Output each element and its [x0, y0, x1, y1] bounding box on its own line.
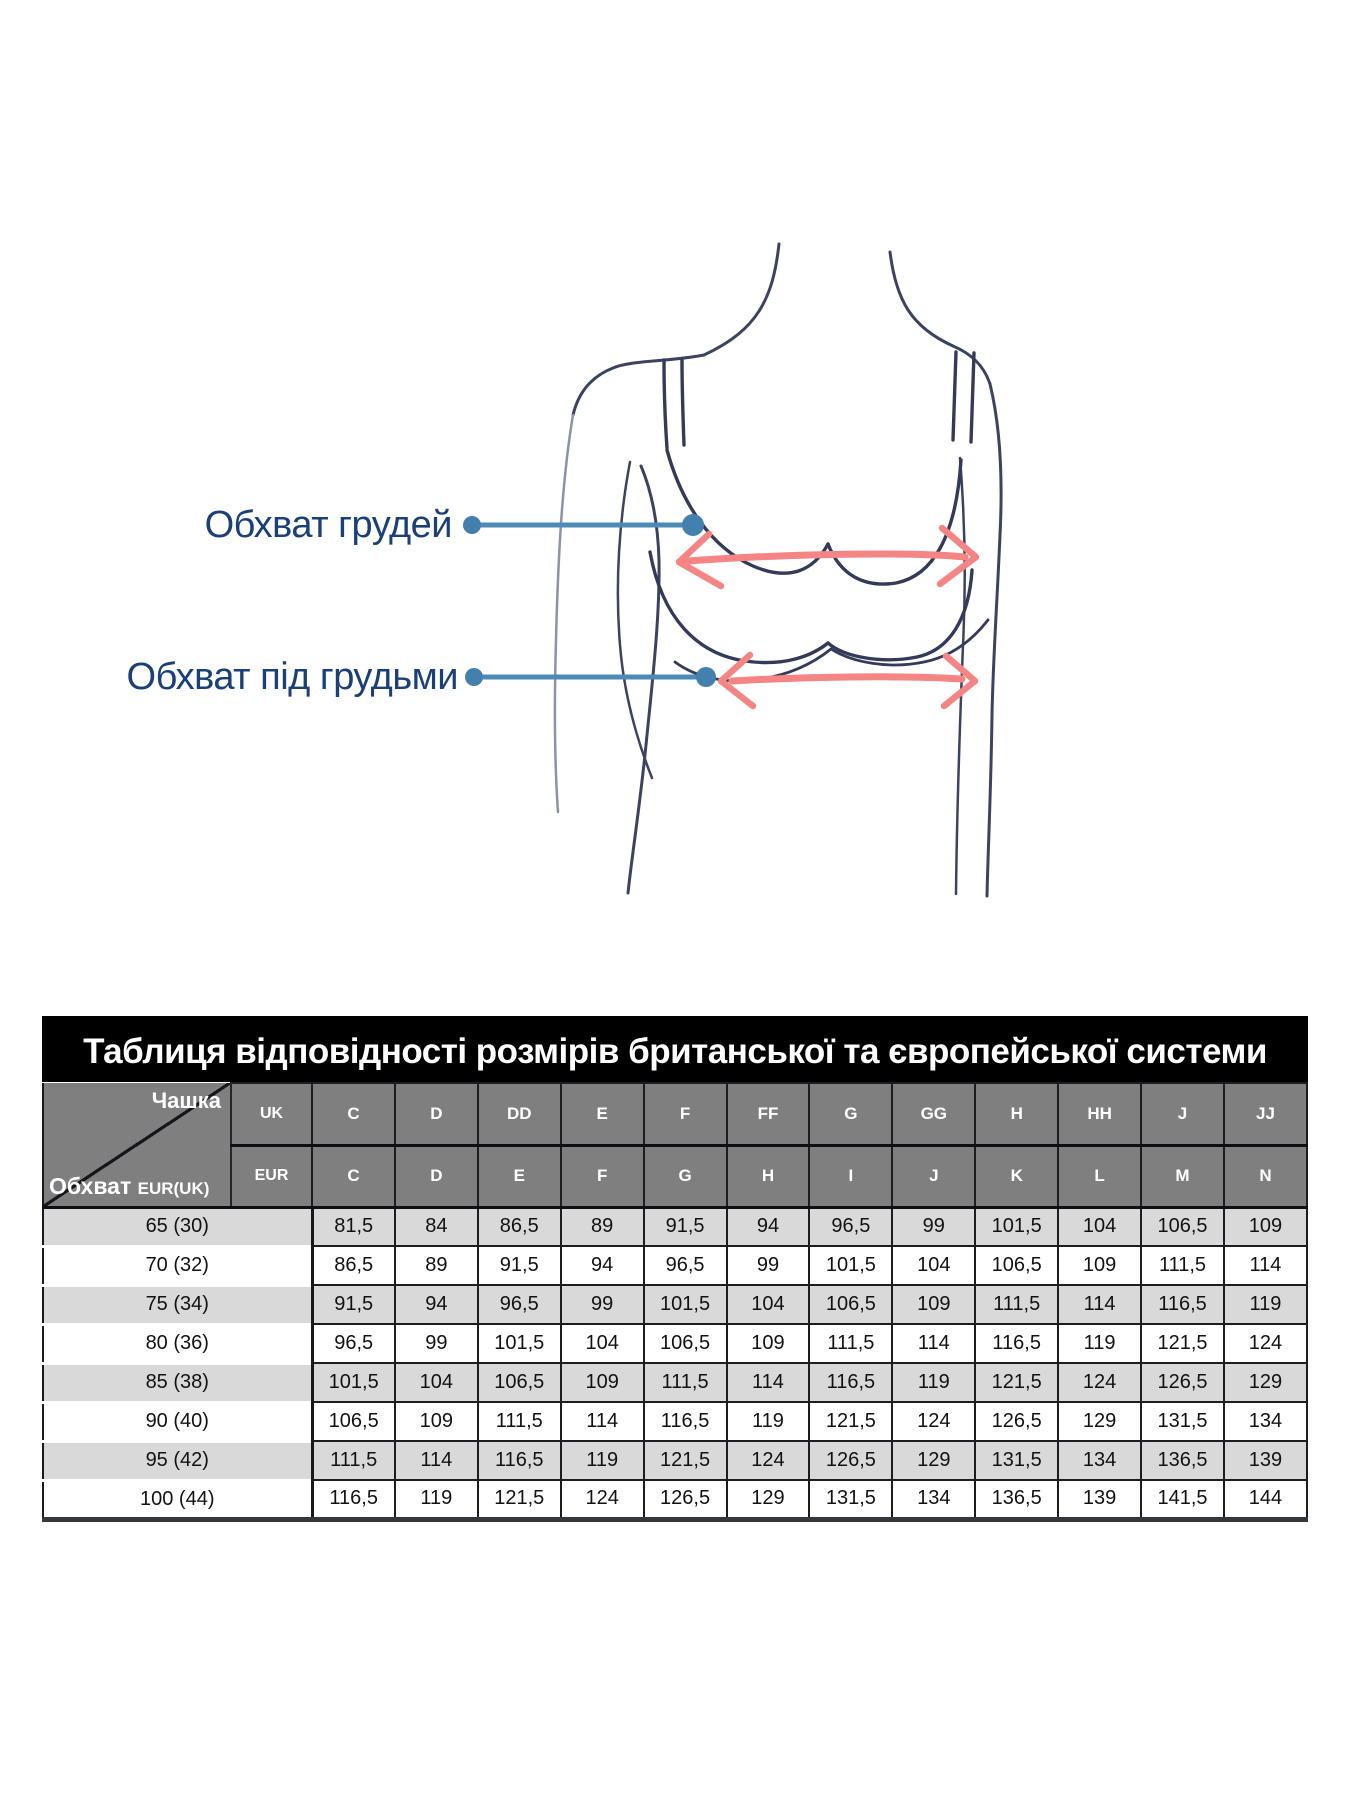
size-value: 121,5 [478, 1480, 561, 1519]
size-value: 99 [395, 1324, 478, 1363]
uk-cup-c: C [312, 1083, 395, 1145]
underband-edge [675, 620, 988, 681]
size-value: 106,5 [644, 1324, 727, 1363]
corner-cell [43, 1083, 231, 1207]
size-value: 111,5 [644, 1363, 727, 1402]
eur-cup-h: H [727, 1145, 810, 1207]
size-value: 124 [561, 1480, 644, 1519]
size-value: 114 [1224, 1246, 1307, 1285]
eur-cup-n: N [1224, 1145, 1307, 1207]
size-value: 89 [395, 1246, 478, 1285]
size-value: 99 [727, 1246, 810, 1285]
size-value: 114 [395, 1441, 478, 1480]
uk-cup-jj: JJ [1224, 1083, 1307, 1145]
size-value: 129 [1224, 1363, 1307, 1402]
size-value: 86,5 [312, 1246, 395, 1285]
size-value: 94 [561, 1246, 644, 1285]
size-value: 126,5 [809, 1441, 892, 1480]
size-value: 114 [561, 1402, 644, 1441]
size-value: 104 [727, 1285, 810, 1324]
header-row-eur [43, 1145, 1307, 1207]
uk-cup-d: D [395, 1083, 478, 1145]
size-row-65 [43, 1207, 1307, 1246]
size-value: 119 [561, 1441, 644, 1480]
size-value: 101,5 [478, 1324, 561, 1363]
size-value: 116,5 [809, 1363, 892, 1402]
size-value: 121,5 [975, 1363, 1058, 1402]
size-value: 96,5 [478, 1285, 561, 1324]
size-value: 111,5 [312, 1441, 395, 1480]
size-value: 119 [395, 1480, 478, 1519]
size-value: 129 [1058, 1402, 1141, 1441]
eur-cup-e: E [478, 1145, 561, 1207]
right-cup-top-edge [828, 460, 961, 584]
header-row-uk [43, 1083, 1307, 1145]
underbust-label: Обхват під грудьми [126, 656, 458, 698]
size-value: 111,5 [478, 1402, 561, 1441]
uk-cup-dd: DD [478, 1083, 561, 1145]
size-value: 116,5 [478, 1441, 561, 1480]
size-value: 111,5 [1141, 1246, 1224, 1285]
size-value: 116,5 [1141, 1285, 1224, 1324]
bust-leader-dot-start [463, 516, 481, 534]
eur-cup-i: I [809, 1145, 892, 1207]
band-size-label: 100 (44) [43, 1480, 312, 1519]
size-value: 124 [892, 1402, 975, 1441]
size-value: 109 [727, 1324, 810, 1363]
size-value: 126,5 [975, 1402, 1058, 1441]
size-value: 106,5 [1141, 1207, 1224, 1246]
size-value: 91,5 [478, 1246, 561, 1285]
band-size-label: 80 (36) [43, 1324, 312, 1363]
body-outline [555, 244, 1001, 896]
bust-leader-dot-end [682, 514, 704, 536]
size-row-70 [43, 1246, 1307, 1285]
size-value: 121,5 [809, 1402, 892, 1441]
size-row-80 [43, 1324, 1307, 1363]
uk-cup-hh: HH [1058, 1083, 1141, 1145]
right-strap-line-2 [971, 353, 974, 442]
eur-cup-c: C [312, 1145, 395, 1207]
size-value: 116,5 [975, 1324, 1058, 1363]
size-value: 104 [1058, 1207, 1141, 1246]
size-value: 81,5 [312, 1207, 395, 1246]
size-value: 109 [892, 1285, 975, 1324]
left-arm-outer-line [555, 415, 573, 812]
size-value: 94 [395, 1285, 478, 1324]
size-value: 139 [1224, 1441, 1307, 1480]
size-value: 96,5 [644, 1246, 727, 1285]
size-value: 99 [892, 1207, 975, 1246]
eur-cup-g: G [644, 1145, 727, 1207]
band-size-label: 85 (38) [43, 1363, 312, 1402]
eur-cup-f: F [561, 1145, 644, 1207]
size-value: 124 [727, 1441, 810, 1480]
right-strap-line-1 [953, 352, 956, 440]
size-value: 114 [892, 1324, 975, 1363]
size-value: 119 [727, 1402, 810, 1441]
band-size-label: 90 (40) [43, 1402, 312, 1441]
size-value: 119 [1058, 1324, 1141, 1363]
size-value: 99 [561, 1285, 644, 1324]
size-value: 131,5 [975, 1441, 1058, 1480]
size-value: 136,5 [1141, 1441, 1224, 1480]
size-value: 101,5 [312, 1363, 395, 1402]
size-value: 129 [727, 1480, 810, 1519]
size-row-75 [43, 1285, 1307, 1324]
size-value: 84 [395, 1207, 478, 1246]
left-neck-line [704, 244, 779, 355]
eur-system-label: EUR [231, 1145, 312, 1207]
size-row-100 [43, 1480, 1307, 1519]
size-value: 129 [892, 1441, 975, 1480]
size-value: 144 [1224, 1480, 1307, 1519]
size-value: 121,5 [644, 1441, 727, 1480]
size-value: 114 [727, 1363, 810, 1402]
size-conversion-table [42, 1082, 1308, 1522]
left-strap-line-1 [664, 360, 667, 448]
size-value: 101,5 [975, 1207, 1058, 1246]
size-value: 104 [395, 1363, 478, 1402]
size-value: 94 [727, 1207, 810, 1246]
size-value: 119 [892, 1363, 975, 1402]
eur-cup-d: D [395, 1145, 478, 1207]
table-title: Таблиця відповідності розмірів британської та європейської системи [42, 1016, 1308, 1082]
band-size-label: 95 (42) [43, 1441, 312, 1480]
uk-cup-g: G [809, 1083, 892, 1145]
bust-arrow-shaft [688, 554, 965, 561]
size-value: 101,5 [644, 1285, 727, 1324]
corner-band-label: Обхват EUR(UK) [49, 1172, 210, 1199]
size-value: 134 [892, 1480, 975, 1519]
size-value: 139 [1058, 1480, 1141, 1519]
size-value: 101,5 [809, 1246, 892, 1285]
bust-label: Обхват грудей [204, 504, 452, 546]
size-value: 106,5 [975, 1246, 1058, 1285]
band-size-label: 70 (32) [43, 1246, 312, 1285]
size-value: 106,5 [809, 1285, 892, 1324]
size-value: 106,5 [312, 1402, 395, 1441]
bra-outline [650, 352, 988, 681]
size-value: 106,5 [478, 1363, 561, 1402]
uk-cup-e: E [561, 1083, 644, 1145]
size-value: 126,5 [1141, 1363, 1224, 1402]
size-value: 116,5 [312, 1480, 395, 1519]
size-value: 134 [1224, 1402, 1307, 1441]
size-table-section [42, 1016, 1308, 1522]
corner-cup-label: Чашка [151, 1088, 221, 1113]
size-value: 124 [1058, 1363, 1141, 1402]
underbust-leader-dot-end [696, 667, 716, 687]
uk-system-label: UK [231, 1083, 312, 1145]
bust-leader [463, 514, 704, 536]
size-value: 111,5 [809, 1324, 892, 1363]
underbust-leader [465, 667, 716, 687]
eur-cup-j: J [892, 1145, 975, 1207]
uk-cup-j: J [1141, 1083, 1224, 1145]
band-size-label: 65 (30) [43, 1207, 312, 1246]
size-value: 109 [1224, 1207, 1307, 1246]
bust-arrow [679, 528, 976, 586]
size-value: 104 [892, 1246, 975, 1285]
size-value: 124 [1224, 1324, 1307, 1363]
size-value: 131,5 [1141, 1402, 1224, 1441]
size-value: 109 [1058, 1246, 1141, 1285]
size-value: 109 [395, 1402, 478, 1441]
left-strap-line-2 [682, 360, 684, 445]
size-value: 109 [561, 1363, 644, 1402]
size-value: 116,5 [644, 1402, 727, 1441]
size-row-95 [43, 1441, 1307, 1480]
size-value: 96,5 [809, 1207, 892, 1246]
size-value: 104 [561, 1324, 644, 1363]
right-arm-outer-line [987, 384, 1001, 896]
underbust-leader-dot-start [465, 668, 483, 686]
size-value: 91,5 [644, 1207, 727, 1246]
size-value: 91,5 [312, 1285, 395, 1324]
uk-cup-f: F [644, 1083, 727, 1145]
uk-cup-gg: GG [892, 1083, 975, 1145]
size-value: 111,5 [975, 1285, 1058, 1324]
size-value: 114 [1058, 1285, 1141, 1324]
size-value: 126,5 [644, 1480, 727, 1519]
band-size-label: 75 (34) [43, 1285, 312, 1324]
uk-cup-ff: FF [727, 1083, 810, 1145]
size-value: 131,5 [809, 1480, 892, 1519]
right-neck-line [890, 252, 953, 346]
size-value: 119 [1224, 1285, 1307, 1324]
size-value: 136,5 [975, 1480, 1058, 1519]
eur-cup-k: K [975, 1145, 1058, 1207]
size-row-90 [43, 1402, 1307, 1441]
underbust-arrow-shaft [732, 677, 962, 681]
corner-band-sub-label: EUR(UK) [137, 1178, 210, 1198]
size-value: 96,5 [312, 1324, 395, 1363]
size-value: 141,5 [1141, 1480, 1224, 1519]
size-row-85 [43, 1363, 1307, 1402]
size-value: 86,5 [478, 1207, 561, 1246]
size-value: 89 [561, 1207, 644, 1246]
eur-cup-m: M [1141, 1145, 1224, 1207]
size-value: 134 [1058, 1441, 1141, 1480]
eur-cup-l: L [1058, 1145, 1141, 1207]
size-value: 121,5 [1141, 1324, 1224, 1363]
uk-cup-h: H [975, 1083, 1058, 1145]
